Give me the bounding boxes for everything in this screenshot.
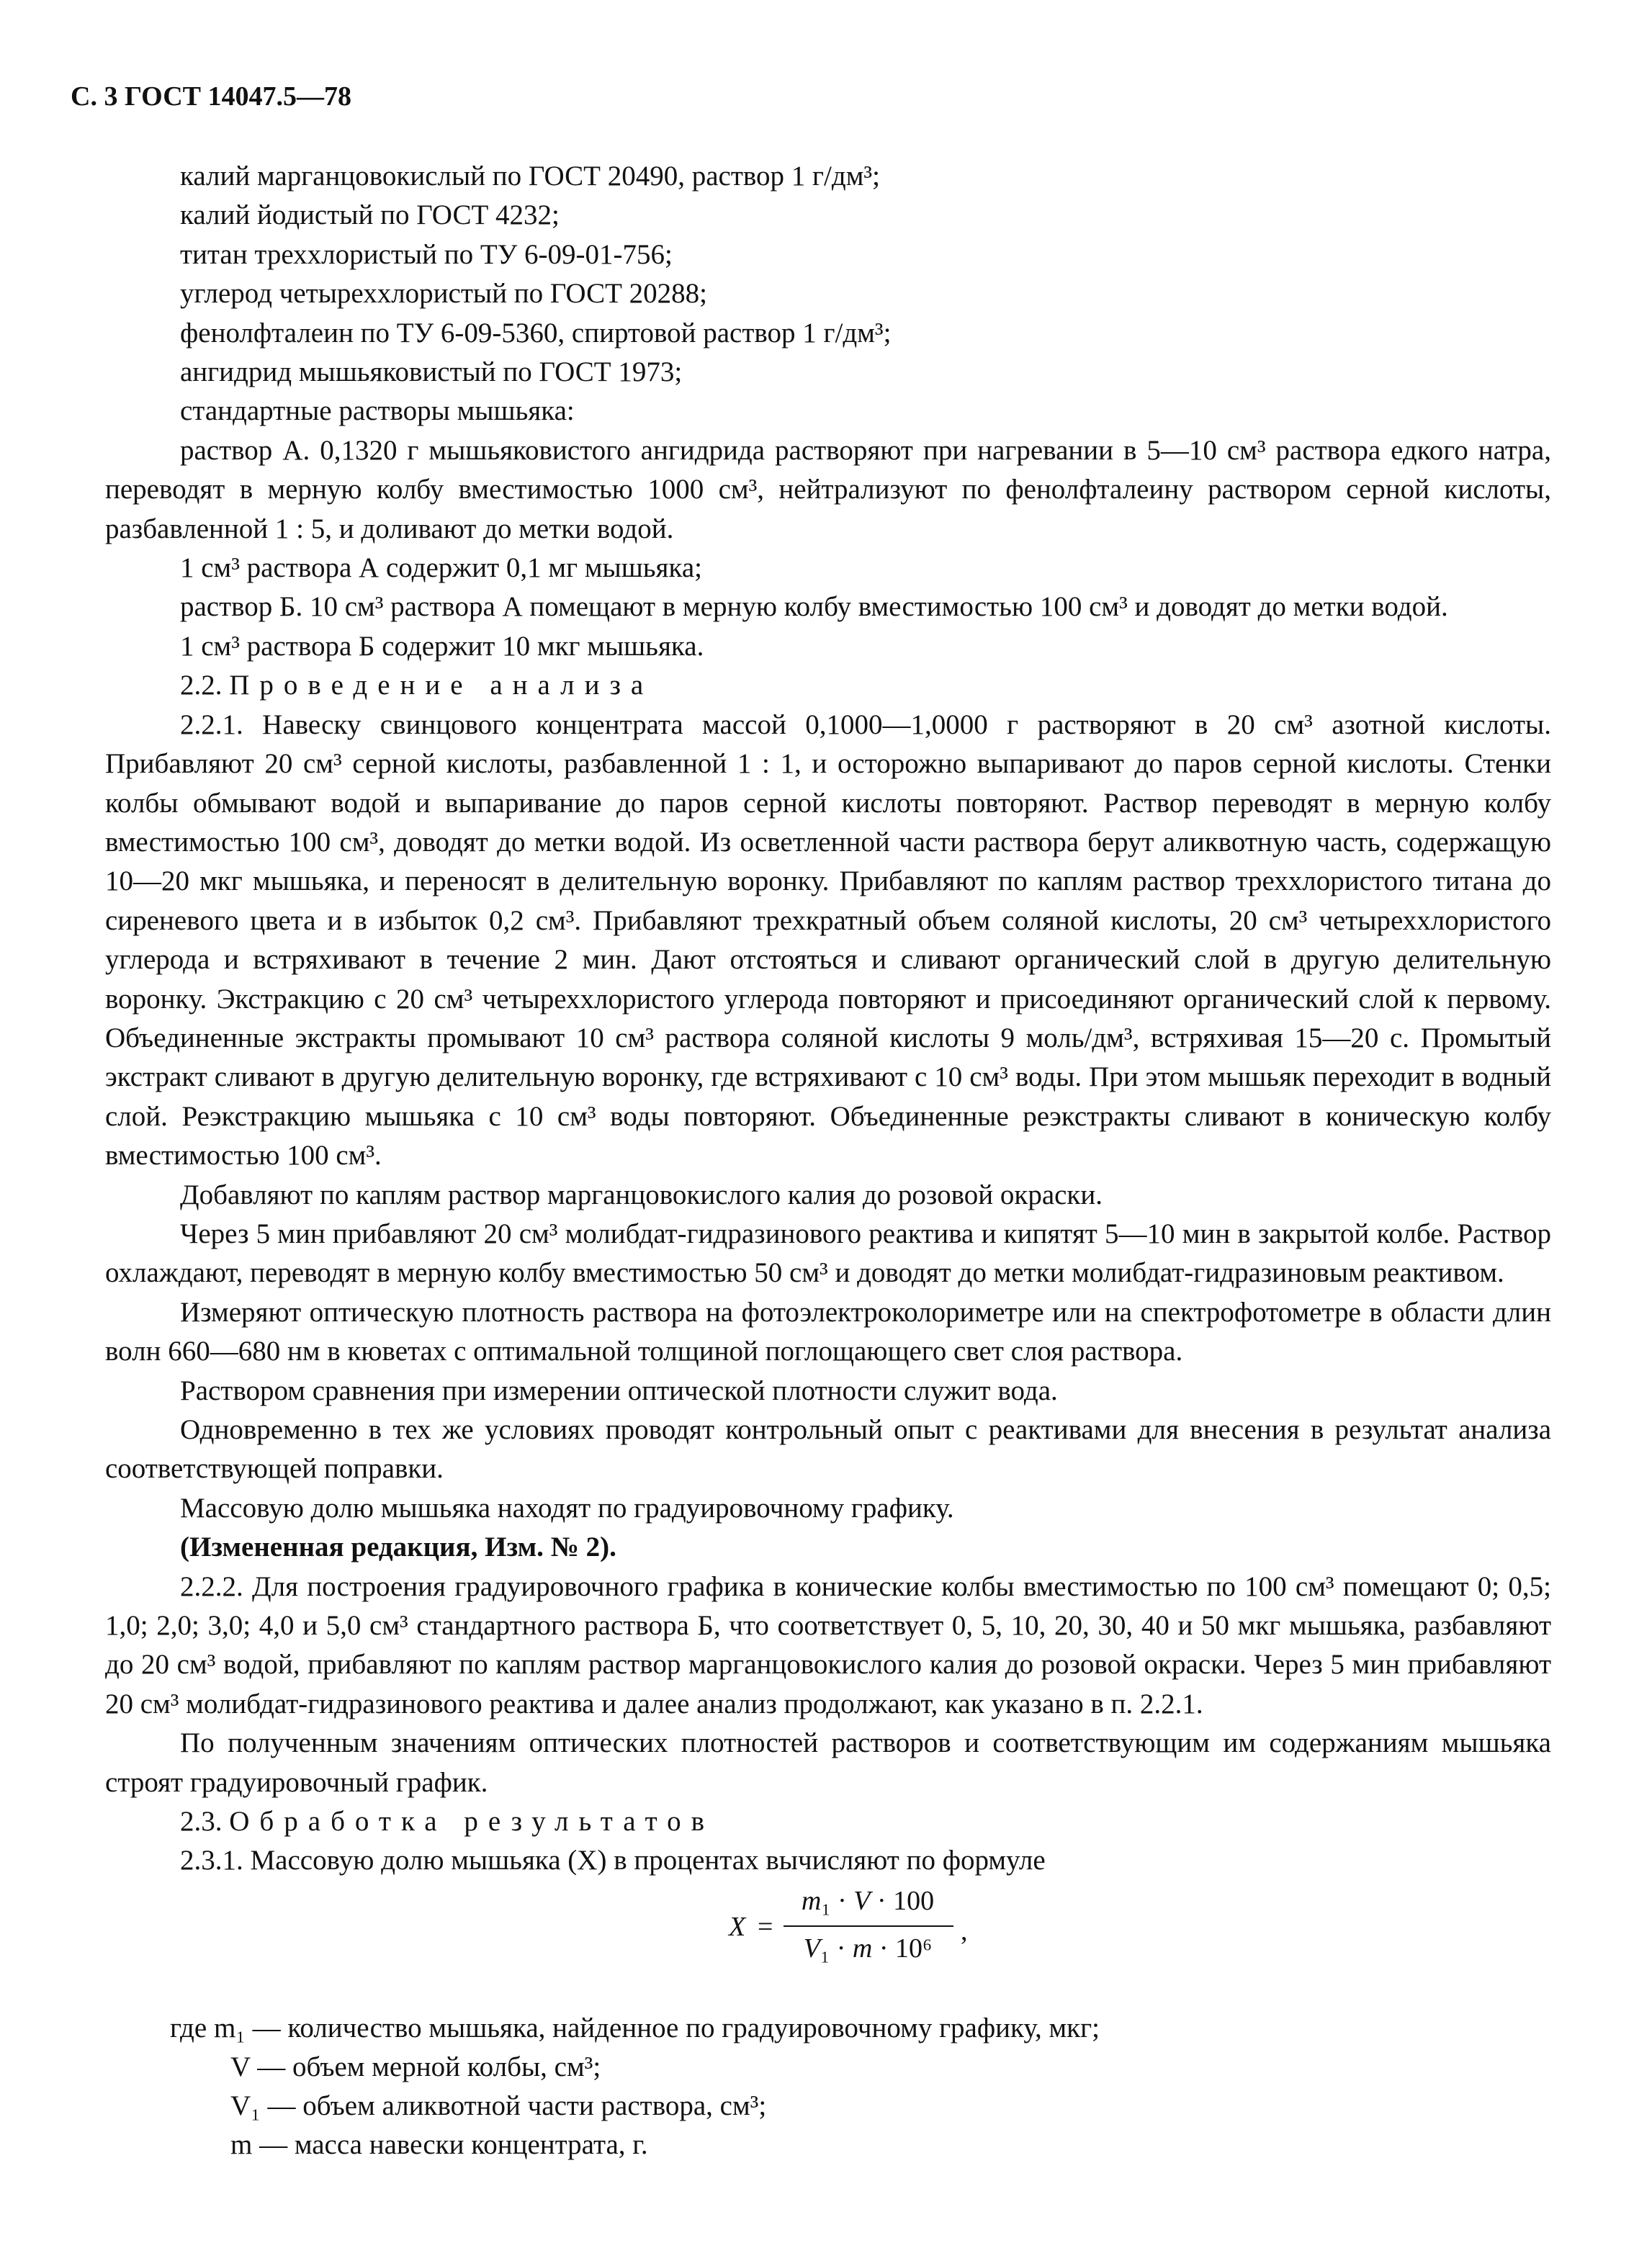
reagent-item: углерод четыреххлористый по ГОСТ 20288; [180,278,707,310]
paragraph: раствор А. 0,1320 г мышьяковистого ангидрида растворяют при нагревании в 5—10 см³ раствора едкого натра, переводят в мерную колбу вместимостью 1000 см³, нейтрализуют по фенолфталеину раствором серной кислоты, разбавленной 1 : 5, и доливают до метки водой. [105,434,1551,544]
formula-equals: = [758,1912,773,1942]
paragraph: 1 см³ раствора Б содержит 10 мкг мышьяка. [180,630,704,662]
document-body [105,157,1551,1881]
reagent-item: титан треххлористый по ТУ 6-09-01-756; [180,238,673,270]
amendment-note: (Измененная редакция, Изм. № 2). [180,1532,616,1563]
paragraph: По полученным значениям оптических плотностей растворов и соответствующим им содержаниям мышьяка строят градуировочный график. [105,1727,1551,1798]
paragraph: Через 5 мин прибавляют 20 см³ молибдат-гидразинового реактива и кипятят 5—10 мин в закрытой колбе. Раствор охлаждают, переводят в мерную колбу вместимостью 50 см³ и доводят до метки молибдат-гидразиновым реактивом. [105,1218,1551,1289]
variable-definition: V — объем мерной колбы, см³; [230,2051,601,2082]
formula-numerator: m₁ · V · 100 [801,1886,935,1916]
reagent-item: калий марганцовокислый по ГОСТ 20490, раствор 1 г/дм³; [180,161,880,192]
fraction-bar [784,1925,953,1927]
variable-definition: где m₁ — количество мышьяка, найденное по градуировочному графику, мкг; [170,2013,1100,2044]
formula-denominator: V₁ · m · 10⁶ [803,1933,933,1964]
reagent-list [105,157,1551,431]
reagent-item: калий йодистый по ГОСТ 4232; [180,199,560,231]
section-heading-2-2: 2.2. Проведение анализа [180,670,654,701]
variable-definition: V₁ — объем аликвотной части раствора, см³; [230,2090,767,2121]
paragraph: 2.2.2. Для построения градуировочного графика в конические колбы вместимостью по 100 см³ помещают 0; 0,5; 1,0; 2,0; 3,0; 4,0 и 5,0 см³ стандартного раствора Б, что соответствует 0, 5, 10, 20, 30, 40 и 50 мкг мышьяка, разбавляют до 20 см³ водой, прибавляют по каплям раствор марганцовокислого калия до розовой окраски. Через 5 мин прибавляют 20 см³ молибдат-гидразинового реактива и далее анализ продолжают, как указано в п. 2.2.1. [105,1570,1551,1719]
paragraph: Измеряют оптическую плотность раствора на фотоэлектроколориметре или на спектрофотометре в области длин волн 660—680 нм в кюветах с оптимальной толщиной поглощающего свет слоя раствора. [105,1296,1551,1367]
reagent-item: ангидрид мышьяковистый по ГОСТ 1973; [180,356,683,388]
formula [713,1871,1059,1979]
paragraph: 2.3.1. Массовую долю мышьяка (X) в процентах вычисляют по формуле [180,1845,1046,1876]
reagent-item: стандартные растворы мышьяка: [180,395,575,427]
formula-lhs: X [729,1912,746,1942]
paragraph: Одновременно в тех же условиях проводят контрольный опыт с реактивами для внесения в результат анализа соответствующей поправки. [105,1414,1551,1485]
formula-comma: , [961,1916,968,1946]
variable-definition: m — масса навески концентрата, г. [230,2129,648,2160]
page-header: С. 3 ГОСТ 14047.5—78 [71,81,351,112]
section-heading-2-3: 2.3. Обработка результатов [180,1806,715,1838]
paragraph: 2.2.1. Навеску свинцового концентрата массой 0,1000—1,0000 г растворяют в 20 см³ азотной кислоты. Прибавляют 20 см³ серной кислоты, разбавленной 1 : 1, и осторожно выпаривают до паров серной кислоты. Стенки колбы обмывают водой и выпаривание до паров серной кислоты повторяют. Раствор переводят в мерную колбу вместимостью 100 см³, доводят до метки водой. Из осветленной части раствора берут аликвотную часть, содержащую 10—20 мкг мышьяка, и переносят в делительную воронку. Прибавляют по каплям раствор треххлористого титана до сиреневого цвета и в избыток 0,2 см³. Прибавляют трехкратный объем соляной кислоты, 20 см³ четыреххлористого углерода и встряхивают в течение 2 мин. Дают отстояться и сливают органический слой в другую делительную воронку. Экстракцию с 20 см³ четыреххлористого углерода повторяют и присоединяют органический слой к первому. Объединенные экстракты промывают 10 см³ раствора соляной кислоты 9 моль/дм³, встряхивая 15—20 с. Промытый экстракт сливают в другую делительную воронку, где встряхивают с 10 см³ воды. При этом мышьяк переходит в водный слой. Реэкстракцию мышьяка с 10 см³ воды повторяют. Объединенные реэкстракты сливают в коническую колбу вместимостью 100 см³. [105,709,1551,1172]
paragraph: Добавляют по каплям раствор марганцовокислого калия до розовой окраски. [180,1179,1103,1210]
paragraph: 1 см³ раствора А содержит 0,1 мг мышьяка; [180,552,702,584]
variable-definitions [170,2009,1538,2164]
paragraph: раствор Б. 10 см³ раствора А помещают в мерную колбу вместимостью 100 см³ и доводят до метки водой. [180,591,1448,623]
paragraph: Массовую долю мышьяка находят по градуировочному графику. [180,1492,954,1524]
reagent-item: фенолфталеин по ТУ 6-09-5360, спиртовой раствор 1 г/дм³; [180,317,892,349]
paragraph: Раствором сравнения при измерении оптической плотности служит вода. [180,1375,1058,1406]
